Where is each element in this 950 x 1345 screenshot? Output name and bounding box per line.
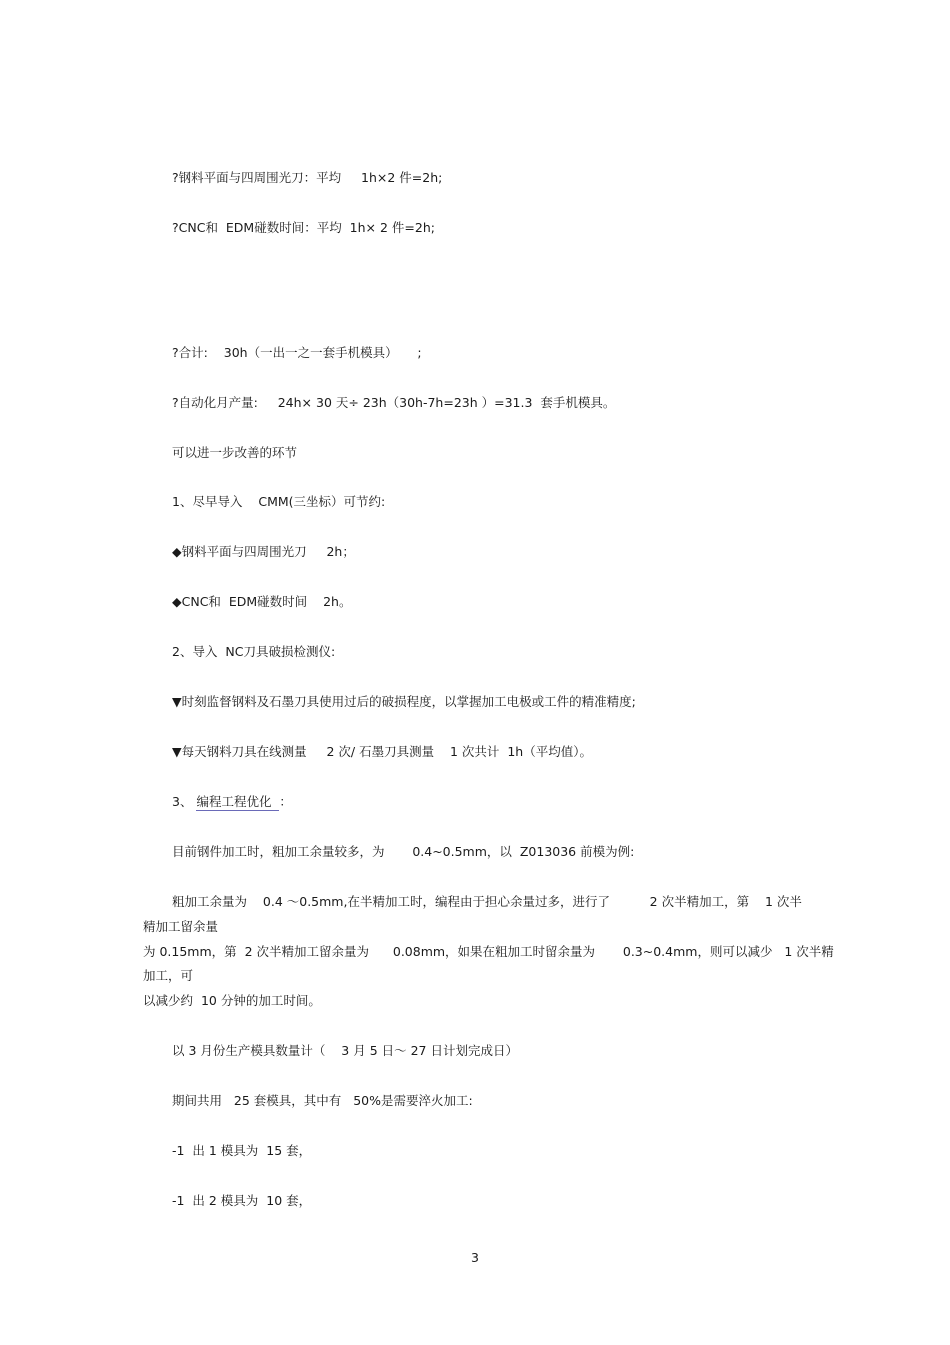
page-number: 3	[471, 1250, 479, 1265]
text-line-march-production: 以 3 月份生产模具数量计（ 3 月 5 日～ 27 日计划完成日）	[172, 1043, 518, 1058]
item-3-underlined-title: 编程工程优化	[196, 794, 280, 809]
text-line-monthly-output: ?自动化月产量: 24h× 30 天÷ 23h（30h-7h=23h ）=31.3 套手机模具。	[172, 395, 616, 410]
text-line-item-3-programming	[172, 794, 292, 810]
text-line-mold-count: 期间共用 25 套模具，其中有 50%是需要淬火加工:	[172, 1093, 473, 1108]
bullet-diamond-cnc-edm: ◆CNC和 EDM碰数时间 2h。	[172, 594, 352, 609]
text-line-steel-finishing: ?钢料平面与四周围光刀：平均 1h×2 件=2h;	[172, 170, 443, 185]
bullet-triangle-monitor: ▼时刻监督钢料及石墨刀具使用过后的破损程度，以掌握加工电极或工件的精准精度;	[172, 694, 636, 709]
text-line-current-steel: 目前钢件加工时，粗加工余量较多，为 0.4~0.5mm，以 Z013036 前模为例:	[172, 844, 635, 859]
section-heading-improvements: 可以进一步改善的环节	[172, 445, 298, 460]
text-line-cnc-edm-time: ?CNC和 EDM碰数时间：平均 1h× 2 件=2h;	[172, 220, 435, 235]
list-item-1-out-1: -1 出 1 模具为 15 套，	[172, 1143, 312, 1158]
text-line-item-1-cmm: 1、尽早导入 CMM(三坐标）可节约:	[172, 494, 386, 509]
text-line-item-2-nc-detector: 2、导入 NC刀具破损检测仪:	[172, 644, 336, 659]
paragraph-line-2: 精加工留余量	[143, 919, 219, 934]
paragraph-line-3: 为 0.15mm，第 2 次半精加工留余量为 0.08mm，如果在粗加工时留余量为 0.3~0.4mm，则可以减少 1 次半精	[143, 944, 834, 959]
list-item-1-out-2: -1 出 2 模具为 10 套，	[172, 1193, 312, 1208]
item-3-prefix: 3、	[172, 794, 197, 809]
text-line-total: ?合计: 30h（一出一之一套手机模具） ;	[172, 345, 422, 360]
paragraph-line-4: 加工，可	[143, 968, 194, 983]
paragraph-line-5: 以减少约 10 分钟的加工时间。	[143, 993, 321, 1008]
item-3-suffix: ：	[279, 794, 292, 809]
bullet-diamond-steel-finishing: ◆钢料平面与四周围光刀 2h；	[172, 544, 355, 559]
bullet-triangle-daily-measure: ▼每天钢料刀具在线测量 2 次/ 石墨刀具测量 1 次共计 1h（平均值）。	[172, 744, 592, 759]
paragraph-line-1: 粗加工余量为 0.4 ～0.5mm,在半精加工时，编程由于担心余量过多，进行了 2 次半精加工，第 1 次半	[172, 894, 802, 909]
